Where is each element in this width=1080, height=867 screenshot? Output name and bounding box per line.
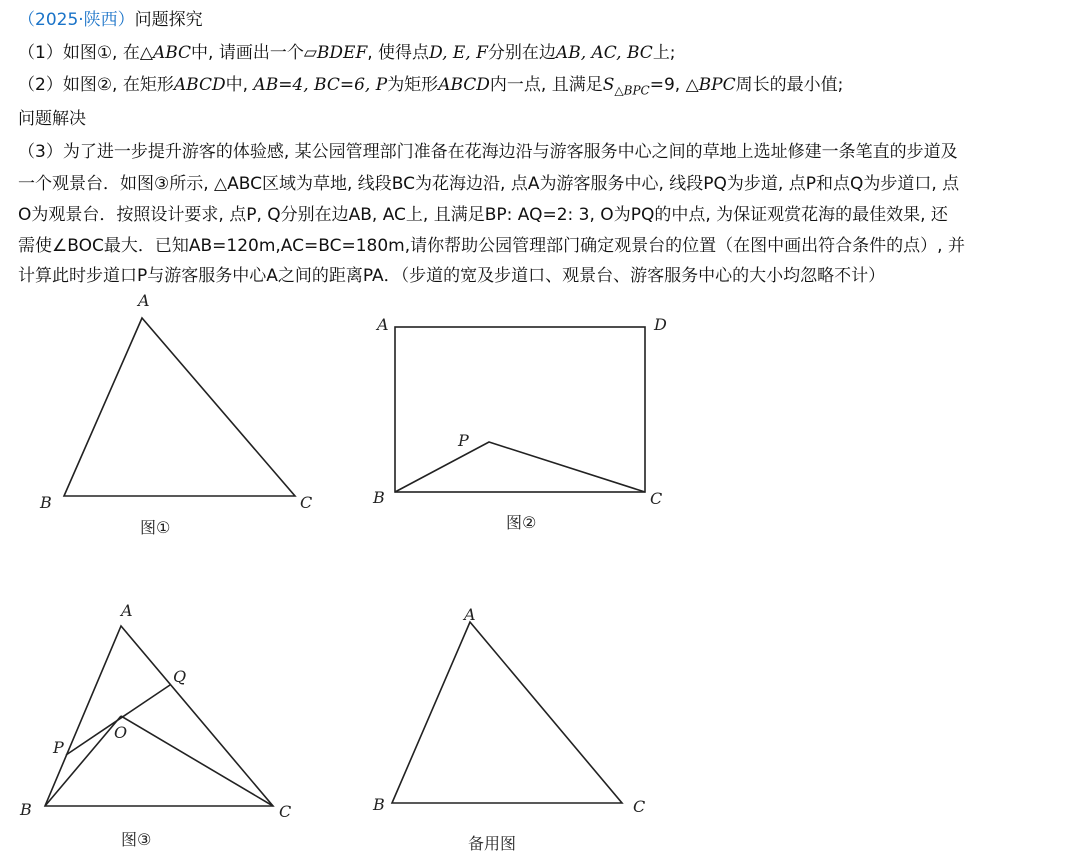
q1-points: D, E, F (429, 43, 488, 63)
fig3-label-c: C (279, 802, 292, 821)
q2-area-value: =9, △ (649, 75, 699, 95)
fig2-label-p: P (458, 431, 469, 450)
q3-line-3: O为观景台．按照设计要求, 点P, Q分别在边AB, AC上, 且满足BP: AQ=2: 3, O为PQ的中点, 为保证观赏花海的最佳效果, 还 (18, 205, 948, 225)
q1-triangle: ABC (152, 43, 192, 63)
fig4-label-c: C (633, 797, 646, 816)
q1-text: 分别在边 (487, 43, 556, 63)
fig1-label-c: C (300, 493, 313, 512)
q1-text: （1）如图①, 在△ (18, 43, 153, 63)
q3-line-5: 计算此时步道口P与游客服务中心A之间的距离PA．（步道的宽及步道口、观景台、游客服务中心的大小均忽略不计） (18, 266, 886, 286)
fig1-label-b: B (40, 493, 52, 512)
q3-line-2: 一个观景台．如图③所示, △ABC区域为草地, 线段BC为花海边沿, 点A为游客服务中心, 线段PQ为步道, 点P和点Q为步道口, 点 (18, 174, 960, 194)
fig3-label-q: Q (173, 667, 187, 686)
figure-3 (19, 601, 291, 849)
fig3-label-b: B (20, 800, 32, 819)
q1-parallelogram: BDEF (316, 43, 368, 63)
q2-rect: ABCD (173, 75, 226, 95)
fig3-label-o: O (114, 723, 128, 742)
q2-triangle: BPC (698, 75, 736, 95)
source-tag: （2025·陕西） (18, 10, 135, 30)
fig2-path-bpc (395, 442, 645, 492)
fig4-caption: 备用图 (468, 834, 517, 853)
figure-1 (39, 291, 312, 537)
fig3-segment-bo (45, 716, 121, 806)
fig2-label-a: A (377, 315, 389, 334)
fig3-segment-co (121, 716, 273, 806)
q2-rect: ABCD (438, 75, 490, 95)
fig3-label-a: A (121, 601, 133, 620)
fig3-triangle (45, 626, 273, 806)
fig1-triangle (64, 318, 295, 496)
q2-text: 为矩形 (387, 75, 439, 95)
fig2-label-b: B (373, 488, 385, 507)
figure-4 (372, 605, 645, 853)
fig1-label-a: A (138, 291, 150, 310)
fig4-triangle (392, 622, 622, 803)
q1-sides: AB, AC, BC (555, 43, 653, 63)
q2-area-symbol: S (602, 75, 615, 95)
fig3-caption: 图③ (121, 830, 152, 849)
q2-text: （2）如图②, 在矩形 (18, 75, 174, 95)
q2-area-subscript: △BPC (614, 83, 650, 98)
q2-values: AB=4, BC=6, P (253, 75, 388, 95)
q1-text: 中, 请画出一个▱ (191, 43, 317, 63)
q2-text: 周长的最小值; (735, 75, 844, 95)
fig4-label-b: B (373, 795, 385, 814)
fig2-rectangle (395, 327, 645, 492)
fig2-label-d: D (654, 315, 667, 334)
fig2-caption: 图② (506, 513, 537, 532)
q2-text: 中, (225, 75, 254, 95)
fig2-label-c: C (650, 489, 663, 508)
q3-line-1: （3）为了进一步提升游客的体验感, 某公园管理部门准备在花海边沿与游客服务中心之间的草地上选址修建一条笔直的步道及 (18, 142, 958, 162)
fig1-caption: 图① (140, 518, 171, 537)
figure-2 (372, 315, 667, 532)
fig4-label-a: A (464, 605, 476, 624)
q2-text: 内一点, 且满足 (489, 75, 603, 95)
section-title-solve: 问题解决 (18, 109, 86, 129)
q1-text: 上; (652, 43, 676, 63)
section-title-explore: 问题探究 (134, 10, 203, 30)
q1-text: , 使得点 (367, 43, 430, 63)
fig3-label-p: P (53, 738, 64, 757)
q3-line-4: 需使∠BOC最大．已知AB=120m,AC=BC=180m,请你帮助公园管理部门确定观景台的位置（在图中画出符合条件的点）, 并 (18, 236, 965, 256)
